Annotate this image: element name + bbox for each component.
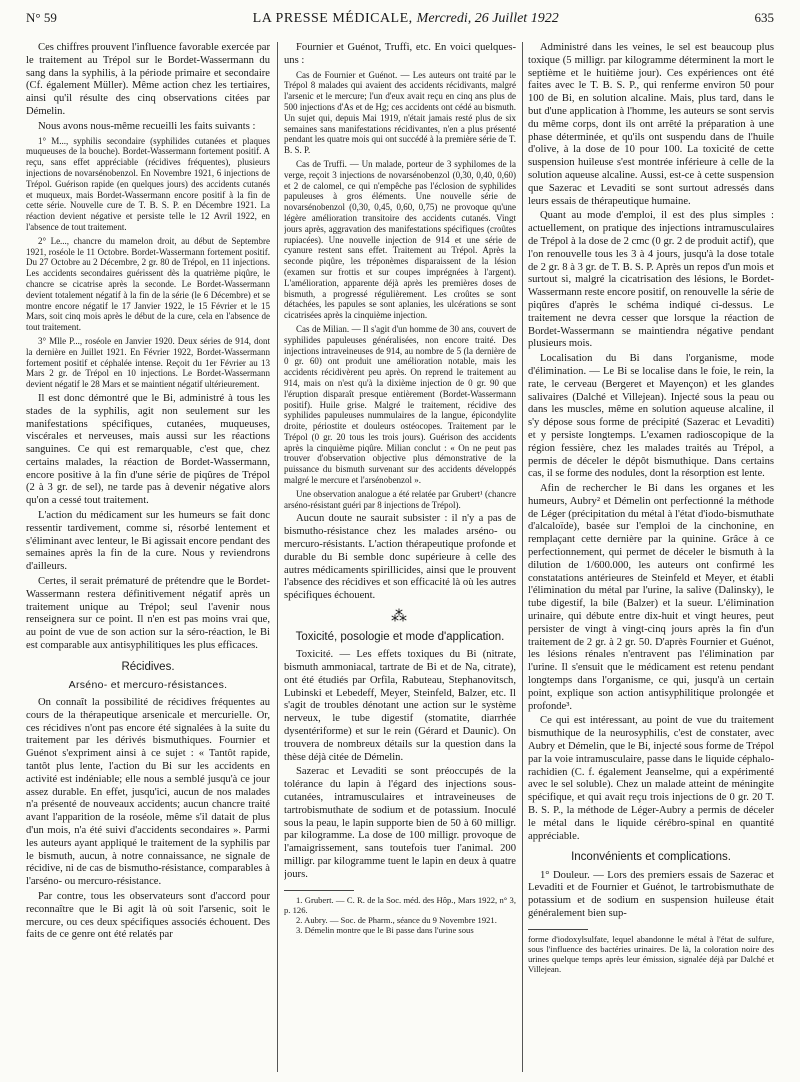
footnote: 2. Aubry. — Soc. de Pharm., séance du 9 Novembre 1921. bbox=[296, 914, 497, 925]
section-heading: Toxicité, posologie et mode d'application. bbox=[295, 631, 505, 644]
paragraph: Afin de rechercher le Bi dans les organes et les humeurs, Aubry² et Démelin ont perfectionné la méthode de Léger (précipitation du métal à l'état d'iodo-bismuthate d'alcaloïde), basée sur l'emploi de la cinchonine, en remplaçant cette dernière par la quinine. Grâce à ce perfectionnement, qui permet de déceler le bismuth à la dilution de 1/600.000, les auteurs ont confirmé les constatations antérieures de Steinfeld et Meyer, et établi l'élimination du métal par l'urine, la salive (Dalinsky), le tube digestif, la bile (Balzer) et la sueur. L'élimination urinaire, qui débute entre dix-huit et vingt heures, peut persister de vingt à vingt-cinq jours après la fin d'un traitement de 2 gr. à 2 gr. 50. D'après Fournier et Guénot, les lésions rénales n'entravent pas l'élimination par l'urine. Il s'ensuit que le médicament est retenu pendant longtemps dans l'organisme, ce qui, jusqu'à un certain point, explique son action antisyphilitique prolongée et profonde³. bbox=[528, 483, 774, 712]
column-3 bbox=[528, 42, 774, 1074]
journal-name: LA PRESSE MÉDICALE, bbox=[252, 11, 413, 26]
paragraph: Quant au mode d'emploi, il est des plus simples : actuellement, on pratique des injections intramusculaires de Trépol à la dose de 2 cmc (0 gr. 2 de produit actif), que l'on renouvelle tous les 3 à 4 jours, jusqu'à la dose totale de 2 gr. 8 à 3 gr. de T. B. S. P. Après un repos d'un mois et surtout si, malgré la cicatrisation des lésions, le Bordet-Wassermann reste encore positif, on renouvelle la série de piqûres d'après le schéma indiqué ci-dessus. Le traitement ne devra cesser que lorsque la réaction de Bordet-Wassermann se maintiendra négative pendant plusieurs mois. bbox=[528, 210, 774, 350]
column-divider bbox=[277, 42, 278, 1072]
section-separator: ⁂ bbox=[391, 608, 409, 626]
case-item: Cas de Truffi. — Un malade, porteur de 3 syphilomes de la verge, reçoit 3 injections de novarsénobenzol (0,30, 0,40, 0,60) et 2 de calomel, ce qui n'empêche pas l'éclosion de syphilides papuleuses à gros éléments. Une nouvelle série de novarsénobenzol (0,30, 0,45, 0,60, 0,75) ne provoque qu'une légère amélioration transitoire des accidents cutanés. Vingt jours après, aggravation des manifestations spécifiques (croûtes rupiacées). Une nouvelle injection de 914 et une série de cyanure restent sans effet. Traitement au Trépol. Après la seconde piqûre, les tréponèmes disparaissent de la lésion (examen sur frottis et sur coupes imprégnées à l'argent). L'amélioration, apparente déjà après les premières doses de bismuth, a progressé régulièrement. Les croûtes se sont détachées, les papules se sont aplanies, les ulcérations se sont cicatrisées après la cinquième injection. bbox=[284, 158, 516, 321]
section-heading: Inconvénients et complications. bbox=[571, 851, 731, 864]
paragraph: Ces chiffres prouvent l'influence favorable exercée par le traitement au Trépol sur le Bordet-Wassermann du sang dans la syphilis, à la période primaire et secondaire (Cf. également Müller). Même action chez les tertiaires, ainsi qu'il résulte des cinq observations citées par Démelin. bbox=[26, 42, 270, 117]
case-item: 2° Le..., chancre du mamelon droit, au début de Septembre 1921, roséole le 11 Octobre. Bordet-Wassermann fortement positif. Du 27 Octobre au 2 Décembre, 2 gr. 80 de Trépol, en 11 injections. Les accidents secondaires guérissent dès la quatrième piqûre, le chancre se cicatrise après la seconde. Le Bordet-Wassermann devient totalement négatif à la fin de la série (le 6 Décembre) et se montre encore négatif le 17 Janvier 1922, le 15 Février et le 15 Mars, soit cinq mois après le début de la cure, cela en l'absence de tout traitement. bbox=[26, 235, 270, 333]
issue-date: Mercredi, 26 Juillet 1922 bbox=[416, 11, 559, 26]
paragraph: On connaît la possibilité de récidives fréquentes au cours de la thérapeutique arsenicale et mercurielle. Or, ces récidives n'ont pas encore été signalées à la suite du traitement par les dérivés bismuthiques. Fournier et Guénot s'expriment ainsi à ce sujet : « Tantôt rapide, tantôt plus lente, l'action du Bi sur les accidents en activité est indéniable; elle nous a semblé jusqu'à ce jour assez durable. En effet, jusqu'ici, aucun de nos malades n'a présenté de nouveaux accidents; aucun chancre traité avant l'apparition de la roséole, même s'il datait de plus d'un mois, n'a été suivi d'accidents secondaires ». Parmi les auteurs ayant appliqué le traitement de la syphilis par le bismuth, aucun, à notre connaissance, ne signale de récidive, ni de cas de bismutho-résistance, comparables à l'arséno- ou mercuro-résistance. bbox=[26, 697, 270, 888]
paragraph: Fournier et Guénot, Truffi, etc. En voici quelques-uns : bbox=[284, 42, 516, 66]
case-item: Cas de Fournier et Guénot. — Les auteurs ont traité par le Trépol 8 malades qui avaient des accidents récidivants, malgré l'arsenic et le mercure; l'un d'eux avait reçu en cinq ans plus de 500 injections d'As et de Hg; ces accidents ont cédé au bismuth. Un sujet qui, depuis Mai 1919, n'était jamais resté plus de six semaines sans manifestations récidivantes, n'en a plus présenté pendant les quatre mois qui ont succédé à la première série de T. B. S. P. bbox=[284, 69, 516, 156]
paragraph: Toxicité. — Les effets toxiques du Bi (nitrate, bismuth ammoniacal, tartrate de Bi et de Na, citrate), ont été étudiés par Orfila, Rabuteau, Stephanovitsch, Lubinski et Lebedeff, Meyer, Steinfeld, Balzer, etc. Il s'agit de troubles dénotant une action sur le système nerveux, le tube digestif (stomatite, diarrhée dysentériforme) et sur le rein (Gérard et Daunic). On trouvera de nombreux détails sur la question dans la thèse déjà citée de Démelin. bbox=[284, 649, 516, 763]
paragraph: L'action du médicament sur les humeurs se fait donc ressentir tardivement, comme si, résorbé lentement et s'éliminant avec lenteur, le Bi agissait encore pendant des semaines après la fin de la cure. Nous y reviendrons d'ailleurs. bbox=[26, 510, 270, 573]
paragraph: Localisation du Bi dans l'organisme, mode d'élimination. — Le Bi se localise dans le foie, le rein, la rate, le cerveau (Bergeret et Mayençon) et les glandes salivaires (Dalché et Villejean). Injecté sous la peau ou dans les muscles, même en solution aqueuse alcaline, il s'y dépose sous forme de précipité (Sazerac et Levaditi) et y persiste longtemps. L'examen radioscopique de la région fessière, chez les malades traités au Trépol, a permis de déceler le dépôt bismuthique. Dans certains cas, il se forme des nodules, dont la résorption est lente. bbox=[528, 353, 774, 480]
paragraph: Ce qui est intéressant, au point de vue du traitement bismuthique de la neurosyphilis, c'est de constater, avec Aubry et Démelin, que le Bi, injecté sous forme de Trépol par la voie intramusculaire, passe dans le liquide céphalo-rachidien (C. f. également Jeanselme, qui a expérimenté avec le sel soluble). Chez un malade atteint de méningite spécifique, et qui avait reçu trois injections de 0 gr. 20 T. B. S. P., la méthode de Léger-Aubry a permis de déceler le métal dans le liquide cérébro-spinal en quantité appréciable. bbox=[528, 715, 774, 842]
running-title bbox=[253, 11, 559, 27]
case-item: Cas de Milian. — Il s'agit d'un homme de 30 ans, couvert de syphilides papuleuses généralisées, non encore traité. Des injections intraveineuses de 914, au nombre de 5 (la dernière de 0 gr. 60) ont produit une amélioration notable, mais les accidents récidivèrent peu après. On reprend le traitement au 914, mais on n'est qu'à la dixième injection de 0 gr. 90 que l'éruption disparaît presque entièrement (Bordet-Wassermann positif). Huile grise. Malgré le traitement, récidive des syphilides papuleuses nummulaires de la langue, épicondylite droite, périostite et douleurs ostéocopes. Traitement par le Trépol (0 gr. 20 tous les trois jours). Guérison des accidents après la cinquième piqûre. Milian conclut : « On ne peut pas trouver d'observation objective plus démonstrative de la puissance du bismuth survenant sur des accidents développés malgré le mercure et l'arsénobenzol ». bbox=[284, 323, 516, 486]
case-item: 1° M..., syphilis secondaire (syphilides cutanées et plaques muqueuses de la bouche). Bordet-Wassermann fortement positif. A reçu, sans effet appréciable (récidives fréquentes), plusieurs injections de novarsénobenzol. En Novembre 1921, 6 injections de Trépol. Guérison rapide (en quelques jours) des accidents cutanés et muqueux, mais Bordet-Wassermann encore positif à la fin de cette série. Nouvelle cure de T. B. S. P. en Décembre 1921. La réaction devient négative et persiste telle le 12 Avril 1922, en l'absence de tout traitement. bbox=[26, 135, 270, 232]
footnote: 1. Grubert. — C. R. de la Soc. méd. des Hôp., Mars 1922, n° 3, p. 126. bbox=[284, 894, 516, 915]
column-divider bbox=[522, 42, 523, 1072]
paragraph: Sazerac et Levaditi se sont préoccupés de la tolérance du lapin à l'égard des injections sous-cutanées, intramusculaires et intraveineuses de tartrobismuthate de sodium et de potassium. Inoculé sous la peau, le lapin supporte bien de 50 à 60 milligr. par kilogramme. La dose de 100 milligr. provoque de l'amaigrissement, sans toutefois tuer l'animal. 200 milligr. par kilogramme tuent le lapin en deux à quatre jours. bbox=[284, 766, 516, 880]
issue-number: N° 59 bbox=[26, 10, 57, 25]
column-1 bbox=[26, 42, 270, 1074]
footnote: 3. Démelin montre que le Bi passe dans l'urine sous bbox=[296, 924, 474, 935]
footnote-rule bbox=[528, 929, 588, 930]
case-item: Une observation analogue a été relatée par Grubert¹ (chancre arséno-résistant guéri par 8 injections de Trépol). bbox=[284, 488, 516, 510]
case-list bbox=[26, 136, 270, 390]
case-item: 3° Mlle P..., roséole en Janvier 1920. Deux séries de 914, dont la dernière en Juillet 1921. En Février 1922, Bordet-Wassermann fortement positif et céphalée intense. Reçoit du 1er Février au 13 Mars 2 gr. de Trépol en 10 injections. Le Bordet-Wassermann devient négatif le 28 Mars et se maintient négatif ultérieurement. bbox=[26, 335, 270, 390]
section-subheading: Arséno- et mercuro-résistances. bbox=[68, 678, 228, 691]
paragraph: Par contre, tous les observateurs sont d'accord pour reconnaître que le Bi agit là où soit l'arsenic, soit le mercure, ou ces deux spécifiques associés échouent. Des faits de ce genre ont été relatés par bbox=[26, 890, 270, 941]
page-number: 635 bbox=[754, 10, 774, 25]
case-list bbox=[284, 70, 516, 511]
paragraph: Nous avons nous-même recueilli les faits suivants : bbox=[38, 120, 256, 132]
paragraph: Certes, il serait prématuré de prétendre que le Bordet-Wassermann restera définitivement négatif après un traitement unique au Trépol; seul l'avenir nous renseignera sur ce point. Il n'en est pas moins vrai que, au point de vue de son action sur la séro-réaction, le Bi est comparable aux antisyphilitiques les plus efficaces. bbox=[26, 576, 270, 652]
paragraph: Aucun doute ne saurait subsister : il n'y a pas de bismutho-résistance chez les malades arséno- ou mercuro-résistants. L'action thérapeutique profonde et durable du Bi semble donc supérieure à celle des autres médicaments spirillicides, ainsi que le prouvent l'absence des récidives et son efficacité là où les autres spécifiques échouent. bbox=[284, 513, 516, 602]
paragraph: Administré dans les veines, le sel est beaucoup plus toxique (5 milligr. par kilogramme déterminent la mort le septième et le huitième jour). Ces expériences ont été faites avec le T. B. S. P., qui renferme environ 50 pour 100 de Bi, en solution alcaline. Mais, plus tard, dans le but d'une application à l'homme, les auteurs se sont servis du même corps, dont ils ont arrêté la préparation à une phase déterminée, et qu'ils ont suspendu dans de l'huile d'olive, à la dose de 10 pour 100. La toxicité de cette suspension huileuse s'est montrée inférieure à celle de la solution aqueuse alcaline. Aussi, est-ce à cette suspension que Sazerac et Levaditi se sont surtout adressés dans leurs essais de thérapeutique humaine. bbox=[528, 42, 774, 207]
column-2 bbox=[284, 42, 516, 1074]
footnotes bbox=[528, 934, 774, 974]
footnote: forme d'iodoxylsulfate, lequel abandonne le métal à l'état de sulfure, sous l'influence des bactéries urinaires. De là, la coloration noire des urines quelque temps après leur émission, signalée déjà par Dalché et Villejean. bbox=[528, 933, 774, 974]
footnotes bbox=[284, 895, 516, 935]
paragraph: 1° Douleur. — Lors des premiers essais de Sazerac et Levaditi et de Fournier et Guénot, le tartrobismuthate de potassium et de sodium en suspension huileuse était généralement bien sup- bbox=[528, 869, 774, 919]
page-header bbox=[26, 10, 774, 32]
footnote-rule bbox=[284, 890, 354, 891]
paragraph: Il est donc démontré que le Bi, administré à tous les stades de la syphilis, agit non seulement sur les manifestations spécifiques, cutanées, muqueuses, viscérales et nerveuses, mais aussi sur les réactions sanguines. Ce qui est remarquable, c'est que, chez certains malades, la réaction de Bordet-Wassermann, encore positive à la fin d'une série de piqûres de Trépol (2 à 3 gr. de sel), ne tarde pas à devenir négative alors qu'on a cessé tout traitement. bbox=[26, 392, 270, 507]
section-heading: Récidives. bbox=[121, 660, 175, 673]
